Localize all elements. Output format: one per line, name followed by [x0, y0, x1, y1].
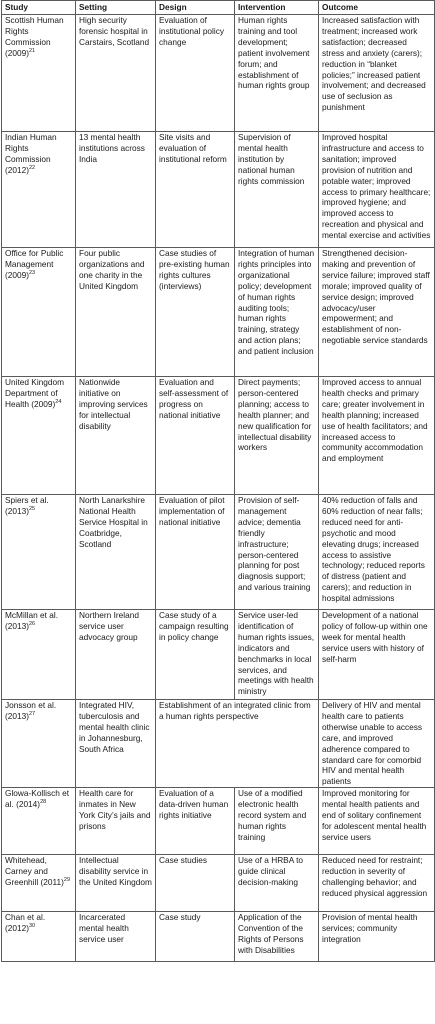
- table-row: [2, 912, 435, 962]
- setting-cell: 13 mental health institutions across India: [76, 132, 156, 248]
- header-row: [2, 1, 435, 15]
- table-row: [2, 132, 435, 248]
- design-cell: Case study: [156, 912, 235, 962]
- table-row: [2, 788, 435, 855]
- setting-cell: Northern Ireland service user advocacy group: [76, 610, 156, 700]
- reference-number: 27: [28, 711, 36, 718]
- intervention-cell: Human rights training and tool development; patient involvement forum; and establishment of human rights group: [235, 15, 319, 132]
- reference-number: 30: [28, 923, 36, 930]
- intervention-cell: Integration of human rights principles into organizational policy; development of human rights auditing tools; human rights training, strategy and action plans; and patient inclusion: [235, 248, 319, 377]
- outcome-cell: Delivery of HIV and mental health care to patients otherwise unable to access care, and improved adherence compared to standard care for comorbid HIV and mental health patients: [319, 700, 435, 788]
- study-cell: [2, 788, 76, 855]
- header-intervention: Intervention: [235, 1, 319, 15]
- study-name: Chan et al. (2012): [5, 912, 46, 934]
- outcome-cell: Strengthened decision-making and prevention of service failure; improved staff morale; improved quality of service design; improved advocacy/user empowerment; and establishment of non-negotiable service standards: [319, 248, 435, 377]
- study-cell: [2, 912, 76, 962]
- study-name: Glowa-Kollisch et al. (2014): [5, 788, 70, 810]
- outcome-cell: Increased satisfaction with treatment; increased work satisfaction; decreased stress and anxiety (carers); reduction in “blanket policies;” increased patient involvement; and decreased use of seclusion as punishment: [319, 15, 435, 132]
- setting-cell: Intellectual disability service in the United Kingdom: [76, 855, 156, 912]
- setting-cell: Four public organizations and one charity in the United Kingdom: [76, 248, 156, 377]
- outcome-cell: Improved access to annual health checks and primary care; greater involvement in health planning; increased use of health facilitators; and increased access to community accommodation and employment: [319, 377, 435, 495]
- table-row: [2, 855, 435, 912]
- reference-number: 28: [40, 799, 47, 806]
- design-cell: Site visits and evaluation of institutional reform: [156, 132, 235, 248]
- reference-number: 21: [28, 47, 36, 54]
- study-name: Indian Human Rights Commission (2012): [5, 132, 57, 175]
- header-setting: Setting: [76, 1, 156, 15]
- intervention-cell: Service user-led identification of human rights issues, indicators and benchmarks in local services, and meetings with health ministry: [235, 610, 319, 700]
- intervention-cell: Use of a HRBA to guide clinical decision-making: [235, 855, 319, 912]
- study-name: Office for Public Management (2009): [5, 248, 64, 280]
- design-cell: Evaluation and self-assessment of progress on national initiative: [156, 377, 235, 495]
- outcome-cell: Provision of mental health services; community integration: [319, 912, 435, 962]
- setting-cell: North Lanarkshire National Health Service Hospital in Coatbridge, Scotland: [76, 495, 156, 610]
- table-row: [2, 610, 435, 700]
- table-row: [2, 700, 435, 788]
- reference-number: 24: [55, 399, 62, 406]
- header-design: Design: [156, 1, 235, 15]
- outcome-cell: Improved monitoring for mental health patients and end of solitary confinement for adolescent mental health service users: [319, 788, 435, 855]
- intervention-cell: Provision of self-management advice; dementia friendly infrastructure; person-centered planning for post diagnosis support; and various training: [235, 495, 319, 610]
- study-cell: [2, 132, 76, 248]
- study-cell: [2, 855, 76, 912]
- design-cell: Case studies of pre-existing human rights cultures (interviews): [156, 248, 235, 377]
- reference-number: 26: [28, 621, 36, 628]
- design-intervention-cell: Establishment of an integrated clinic from a human rights perspective: [156, 700, 319, 788]
- design-cell: Evaluation of a data-driven human rights initiative: [156, 788, 235, 855]
- table-row: [2, 15, 435, 132]
- design-cell: Evaluation of pilot implementation of national initiative: [156, 495, 235, 610]
- reference-number: 23: [28, 270, 36, 277]
- outcome-cell: 40% reduction of falls and 60% reduction of near falls; reduced need for anti-psychotic and mood elevating drugs; increased access to assistive technology; reduced reports of distress (patient and carers); and reduction in hospital admissions: [319, 495, 435, 610]
- reference-number: 25: [28, 506, 36, 513]
- outcome-cell: Development of a national policy of follow-up within one week for mental health service users with history of self-harm: [319, 610, 435, 700]
- setting-cell: Health care for inmates in New York City’s jails and prisons: [76, 788, 156, 855]
- outcome-cell: Reduced need for restraint; reduction in severity of challenging behavior; and reduced physical aggression: [319, 855, 435, 912]
- reference-number: 29: [63, 877, 71, 884]
- study-cell: [2, 495, 76, 610]
- intervention-cell: Use of a modified electronic health record system and human rights training: [235, 788, 319, 855]
- setting-cell: Integrated HIV, tuberculosis and mental health clinic in Johannesburg, South Africa: [76, 700, 156, 788]
- study-cell: [2, 610, 76, 700]
- design-cell: Evaluation of institutional policy change: [156, 15, 235, 132]
- setting-cell: High security forensic hospital in Carstairs, Scotland: [76, 15, 156, 132]
- study-name: Scottish Human Rights Commission (2009): [5, 15, 64, 58]
- intervention-cell: Direct payments; person-centered planning; access to health planner; and new qualification for intellectual disability workers: [235, 377, 319, 495]
- table-row: [2, 248, 435, 377]
- table-row: [2, 377, 435, 495]
- intervention-cell: Supervision of mental health institution by national human rights commission: [235, 132, 319, 248]
- study-cell: [2, 248, 76, 377]
- design-cell: Case study of a campaign resulting in policy change: [156, 610, 235, 700]
- study-name: McMillan et al. (2013): [5, 610, 59, 631]
- studies-table: [1, 0, 435, 962]
- study-cell: [2, 700, 76, 788]
- setting-cell: Nationwide initiative on improving services for intellectual disability: [76, 377, 156, 495]
- study-name: Whitehead, Carney and Greenhill (2011): [5, 855, 64, 888]
- study-name: Jonsson et al. (2013): [5, 700, 57, 721]
- study-name: United Kingdom Department of Health (2009): [5, 377, 65, 409]
- setting-cell: Incarcerated mental health service user: [76, 912, 156, 962]
- intervention-cell: Application of the Convention of the Rights of Persons with Disabilities: [235, 912, 319, 962]
- study-cell: [2, 15, 76, 132]
- header-study: Study: [2, 1, 76, 15]
- table-row: [2, 495, 435, 610]
- reference-number: 22: [28, 164, 36, 171]
- header-outcome: Outcome: [319, 1, 435, 15]
- study-cell: [2, 377, 76, 495]
- design-cell: Case studies: [156, 855, 235, 912]
- study-name: Spiers et al. (2013): [5, 495, 49, 516]
- outcome-cell: Improved hospital infrastructure and access to sanitation; improved provision of nutrition and potable water; improved access to primary healthcare; improved hygiene; and improved access to recreation and physical and mental exercise and activities: [319, 132, 435, 248]
